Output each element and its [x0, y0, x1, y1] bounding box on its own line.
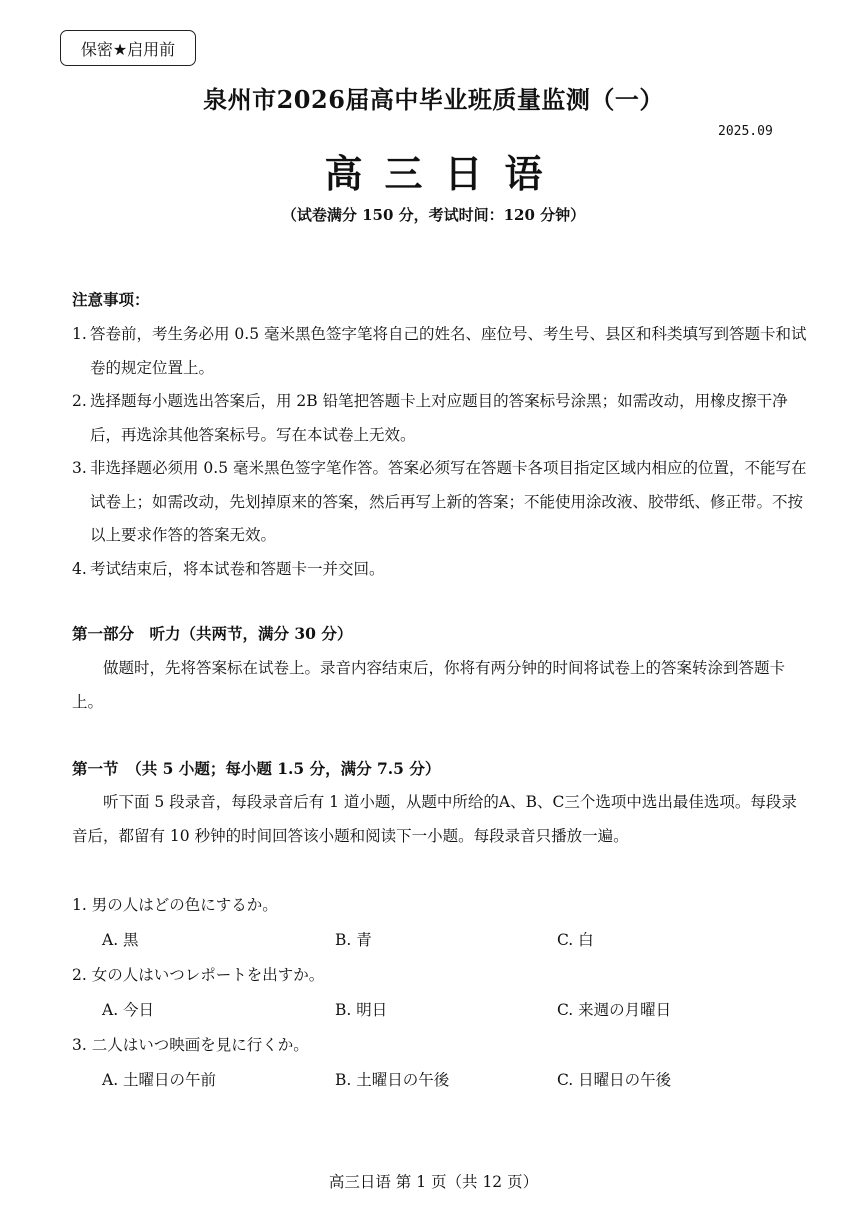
subject-title: 高三日语	[324, 151, 565, 196]
notice-item-text: 答卷前，考生务必用 0.5 毫米黑色签字笔将自己的姓名、座位号、考生号、县区和科类填写到答题卡和试卷的规定位置上。	[90, 325, 807, 377]
option-b: B. 土曜日の午後	[335, 1071, 450, 1089]
notice-heading: 注意事项：	[72, 290, 150, 309]
question-options	[72, 1065, 807, 1100]
option-b: B. 青	[335, 931, 372, 949]
option-a: A. 土曜日の午前	[102, 1071, 217, 1089]
exam-info: （试卷满分 150 分，考试时间：120 分钟）	[281, 206, 586, 224]
page-footer: 高三日语 第 1 页（共 12 页）	[328, 1173, 539, 1191]
option-b: B. 明日	[335, 1001, 388, 1019]
question-text: 1. 男の人はどの色にするか。	[72, 896, 278, 914]
option-a: A. 黒	[102, 931, 139, 949]
option-c: C. 来週の月曜日	[557, 1001, 672, 1019]
section1-instruction: 听下面 5 段录音，每段录音后有 1 道小题，从题中所给的A、B、C三个选项中选出最佳选项。每段录音后，都留有 10 秒钟的时间回答该小题和阅读下一小题。每段录音只播放一遍。	[72, 793, 797, 845]
notice-item	[72, 318, 814, 385]
notice-item-number: 1.	[72, 325, 87, 343]
notice-item-text: 选择题每小题选出答案后，用 2B 铅笔把答题卡上对应题目的答案标号涂黑；如需改动，用橡皮擦干净后，再选涂其他答案标号。写在本试卷上无效。	[90, 392, 788, 444]
notice-item-text: 非选择题必须用 0.5 毫米黑色签字笔作答。答案必须写在答题卡各项目指定区域内相应的位置，不能写在试卷上；如需改动，先划掉原来的答案，然后再写上新的答案；不能使用涂改液、胶带纸、修正带。不按以上要求作答的答案无效。	[90, 459, 807, 544]
question-list	[72, 890, 807, 1100]
exam-title: 泉州市2026届高中毕业班质量监测（一）	[203, 85, 664, 114]
notice-item-text: 考试结束后，将本试卷和答题卡一并交回。	[90, 559, 385, 578]
question-options	[72, 995, 807, 1030]
notice-item	[72, 385, 814, 452]
confidential-badge: 保密★启用前	[60, 30, 196, 66]
option-c: C. 白	[557, 931, 594, 949]
option-c: C. 日曜日の午後	[557, 1071, 672, 1089]
notice-list	[72, 318, 814, 586]
notice-item	[72, 553, 814, 587]
part1-instruction: 做题时，先将答案标在试卷上。录音内容结束后，你将有两分钟的时间将试卷上的答案转涂到答题卡上。	[72, 659, 786, 711]
notice-item-number: 4.	[72, 559, 87, 578]
question-text: 3. 二人はいつ映画を見に行くか。	[72, 1036, 309, 1054]
question-text: 2. 女の人はいつレポートを出すか。	[72, 966, 325, 984]
notice-item	[72, 452, 814, 553]
part1-heading: 第一部分 听力（共两节，满分 30 分）	[72, 624, 353, 643]
notice-item-number: 3.	[72, 459, 87, 477]
section1-heading: 第一节 （共 5 小题；每小题 1.5 分，满分 7.5 分）	[72, 759, 441, 778]
option-a: A. 今日	[102, 1001, 155, 1019]
exam-date: 2025.09	[718, 124, 773, 139]
question-options	[72, 925, 807, 960]
notice-item-number: 2.	[72, 392, 87, 410]
